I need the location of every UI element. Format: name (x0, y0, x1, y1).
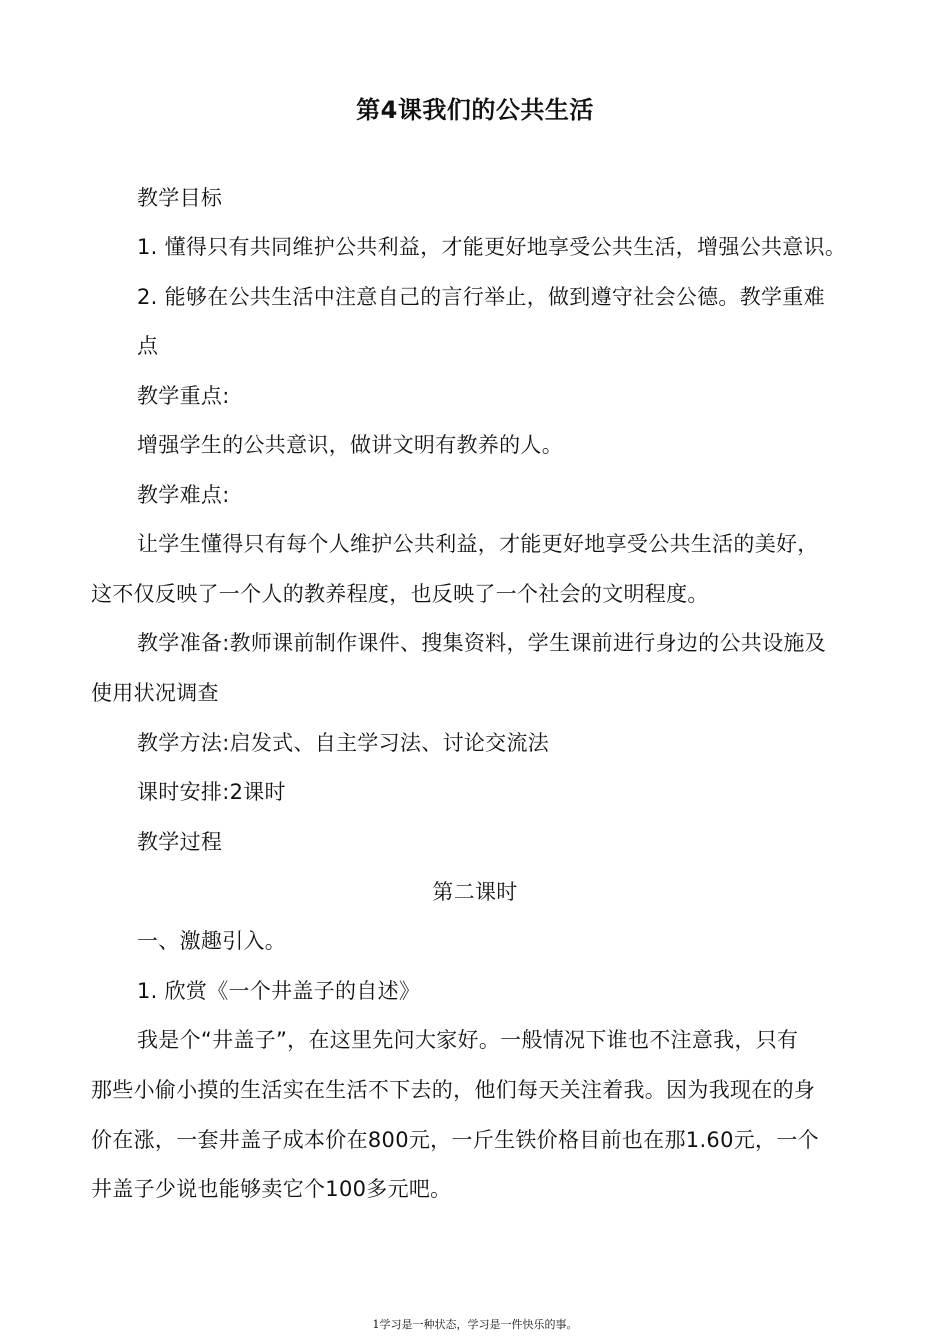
story-paragraph-line-4: 井盖子少说也能够卖它个100多元吧。 (91, 1177, 452, 1201)
heading-teaching-process: 教学过程 (137, 830, 223, 854)
heading-key-points: 教学重点: (137, 384, 230, 408)
difficult-points-text-continued: 这不仅反映了一个人的教养程度，也反映了一个社会的文明程度。 (91, 582, 709, 606)
page-footer: 1学习是一种状态，学习是一件快乐的事。 (372, 1318, 578, 1331)
story-paragraph-line-1: 我是个“井盖子”，在这里先问大家好。一般情况下谁也不注意我，只有 (137, 1028, 799, 1052)
goal-item-2: 2. 能够在公共生活中注意自己的言行举止，做到遵守社会公德。教学重难 (137, 285, 825, 309)
goal-item-1: 1. 懂得只有共同维护公共利益，才能更好地享受公共生活，增强公共意识。 (137, 235, 847, 259)
teaching-methods: 教学方法:启发式、自主学习法、讨论交流法 (137, 731, 550, 755)
step-introduction: 一、激趣引入。 (137, 929, 287, 953)
teaching-preparation: 教学准备:教师课前制作课件、搜集资料，学生课前进行身边的公共设施及 (137, 631, 826, 655)
key-points-text: 增强学生的公共意识，做讲文明有教养的人。 (137, 433, 563, 457)
page-title: 第4课我们的公共生活 (356, 96, 594, 124)
section-second-lesson: 第二课时 (432, 880, 518, 904)
teaching-preparation-continued: 使用状况调查 (91, 681, 219, 705)
heading-teaching-goals: 教学目标 (137, 186, 223, 210)
difficult-points-text: 让学生懂得只有每个人维护公共利益，才能更好地享受公共生活的美好， (137, 532, 819, 556)
story-paragraph-line-2: 那些小偷小摸的生活实在生活不下去的，他们每天关注着我。因为我现在的身 (91, 1078, 816, 1102)
heading-difficult-points: 教学难点: (137, 483, 230, 507)
class-schedule: 课时安排:2课时 (137, 780, 286, 804)
step-item-1: 1. 欣赏《一个井盖子的自述》 (137, 979, 421, 1003)
story-paragraph-line-3: 价在涨，一套井盖子成本价在800元，一斤生铁价格目前也在那1.60元，一个 (91, 1128, 819, 1152)
goal-item-2-continued: 点 (137, 334, 159, 358)
